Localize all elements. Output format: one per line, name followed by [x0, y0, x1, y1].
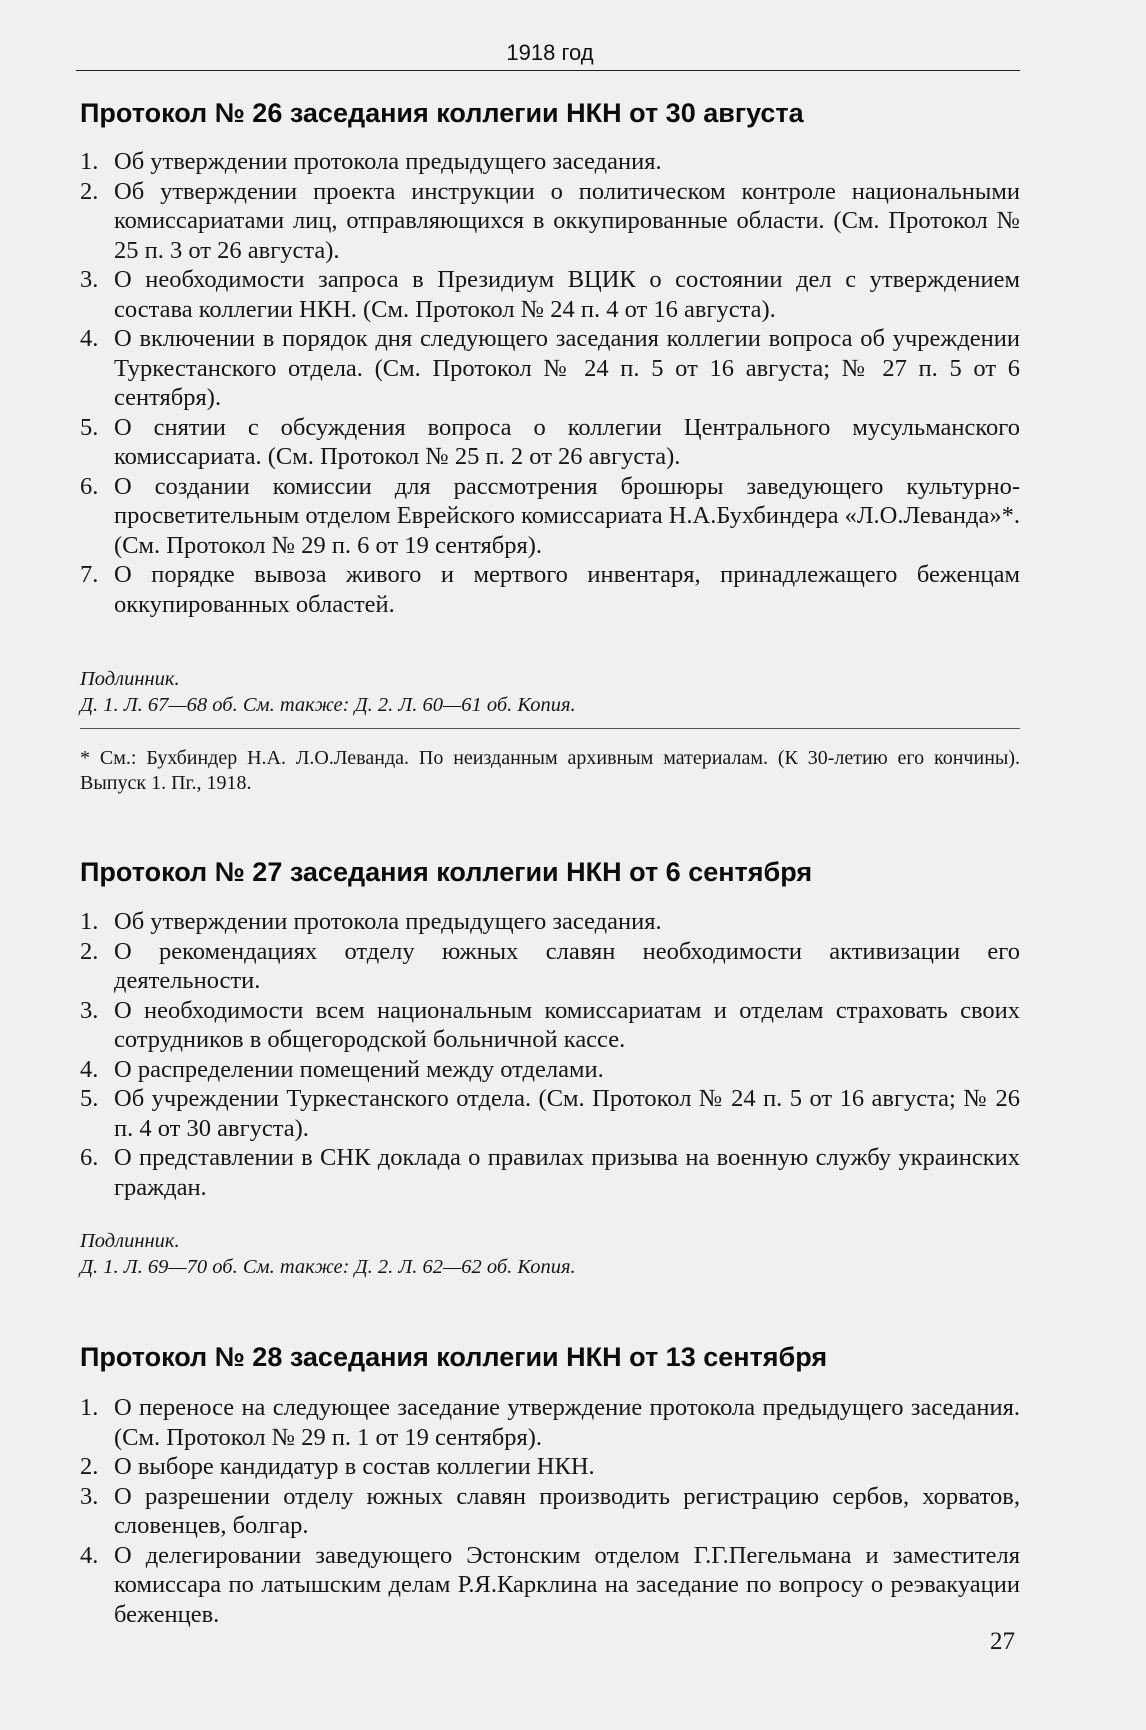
- footnote: * См.: Бухбиндер Н.А. Л.О.Леванда. По неизданным архивным материалам. (К 30-летию его кончины). Выпуск 1. Пг., 1918.: [80, 747, 1020, 794]
- list-item: 5. О снятии с обсуждения вопроса о коллегии Центрального мусульманского комиссариата. (См. Протокол № 25 п. 2 от 26 августа).: [80, 413, 1020, 470]
- list-item: 1. О переносе на следующее заседание утверждение протокола предыдущего заседания. (См. Протокол № 29 п. 1 от 19 сентября).: [80, 1394, 1020, 1451]
- list-item: 2. О выборе кандидатур в состав коллегии НКН.: [80, 1453, 595, 1480]
- list-item: 1. Об утверждении протокола предыдущего заседания.: [80, 908, 662, 935]
- list-item: 4. О делегировании заведующего Эстонским отделом Г.Г.Пегельмана и заместителя комиссара по латышским делам Р.Я.Карклина на заседание по вопросу о реэвакуации беженцев.: [80, 1541, 1020, 1628]
- protocol-26-source: Подлинник. Д. 1. Л. 67—68 об. См. также: Д. 2. Л. 60—61 об. Копия.: [80, 668, 576, 716]
- protocol-26-items: [80, 147, 1020, 619]
- protocol-28-title: Протокол № 28 заседания коллегии НКН от 13 сентября: [80, 1342, 828, 1372]
- list-item: 6. О представлении в СНК доклада о правилах призыва на военную службу украинских граждан.: [80, 1144, 1020, 1201]
- protocol-27-items: [80, 907, 1020, 1202]
- protocol-26-title: Протокол № 26 заседания коллегии НКН от 30 августа: [80, 98, 804, 128]
- protocol-27-source: Подлинник. Д. 1. Л. 69—70 об. См. также: Д. 2. Л. 62—62 об. Копия.: [80, 1230, 576, 1278]
- list-item: 4. О распределении помещений между отделами.: [80, 1055, 604, 1083]
- list-item: 7. О порядке вывоза живого и мертвого инвентаря, принадлежащего беженцам оккупированных областей.: [80, 561, 1020, 618]
- list-item: 2. Об утверждении проекта инструкции о политическом контроле национальными комиссариатами лиц, отправляющихся в оккупированные области. (См. Протокол № 25 п. 3 от 26 августа).: [80, 177, 1020, 264]
- footnote-rule: [80, 728, 1020, 729]
- list-item: 2. О рекомендациях отделу южных славян необходимости активизации его деятельности.: [80, 937, 1020, 994]
- list-item: 1. Об утверждении протокола предыдущего заседания.: [80, 148, 662, 175]
- list-item: 4. О включении в порядок дня следующего заседания коллегии вопроса об учреждении Туркестанского отдела. (См. Протокол № 24 п. 5 от 16 августа; № 27 п. 5 от 6 сентября).: [80, 325, 1020, 411]
- list-item: 3. О необходимости запроса в Президиум ВЦИК о состоянии дел с утверждением состава коллегии НКН. (См. Протокол № 24 п. 4 от 16 августа).: [80, 266, 1020, 323]
- list-item: 3. О необходимости всем национальным комиссариатам и отделам страховать своих сотрудников в общегородской больничной кассе.: [80, 996, 1020, 1053]
- list-item: 6. О создании комиссии для рассмотрения брошюры заведующего культурно-просветительным отделом Еврейского комиссариата Н.А.Бухбиндера «Л.О.Леванда»*. (См. Протокол № 29 п. 6 от 19 сентября).: [80, 472, 1020, 559]
- running-head: 1918 год: [506, 40, 594, 65]
- protocol-27-title: Протокол № 27 заседания коллегии НКН от 6 сентября: [80, 857, 813, 887]
- list-item: 5. Об учреждении Туркестанского отдела. (См. Протокол № 24 п. 5 от 16 августа; № 26 п. 4 от 30 августа).: [80, 1085, 1020, 1142]
- header-rule: [76, 70, 1020, 71]
- list-item: 3. О разрешении отделу южных славян производить регистрацию сербов, хорватов, словенцев, болгар.: [80, 1482, 1020, 1539]
- page-number: 27: [990, 1628, 1015, 1655]
- protocol-28-items: [80, 1393, 1020, 1629]
